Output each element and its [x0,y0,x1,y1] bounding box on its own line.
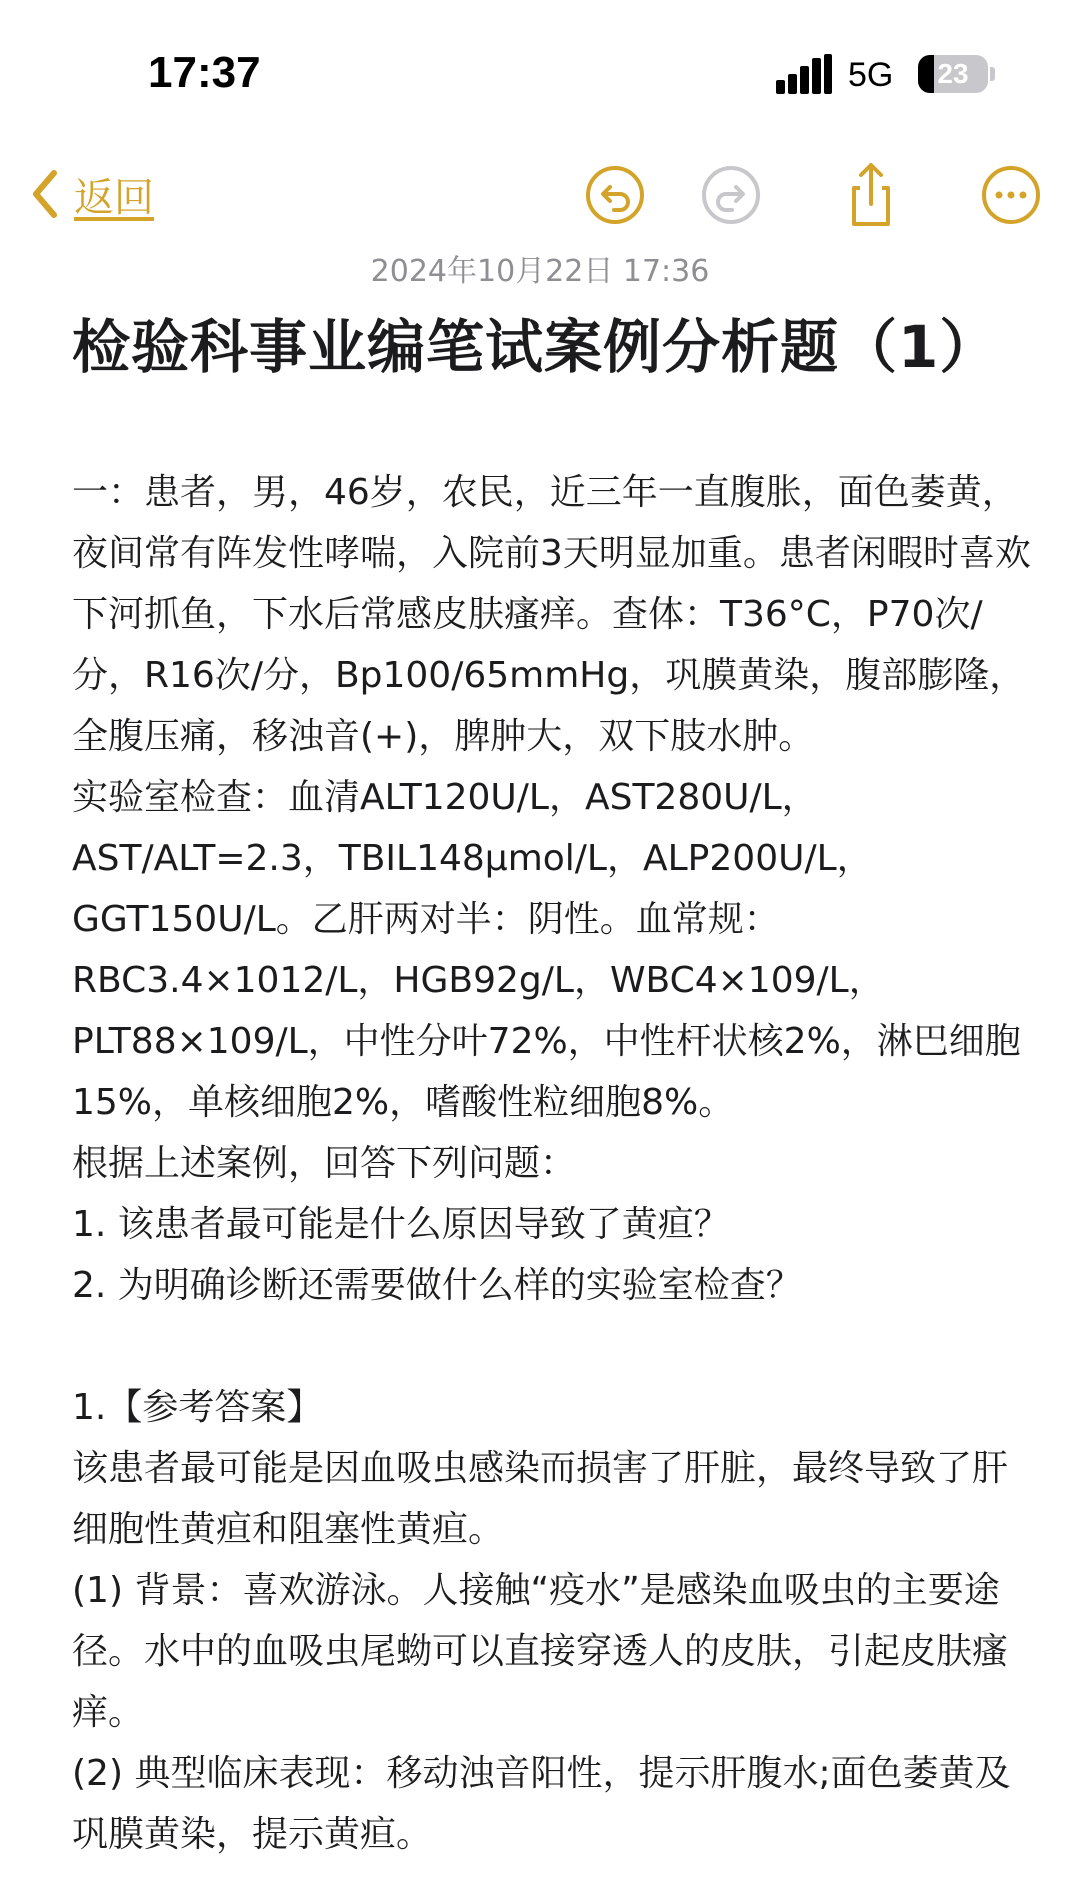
battery-icon [918,55,988,93]
note-paragraph: 1.【参考答案】 [72,1387,323,1428]
note-paragraph: 1. 该患者最可能是什么原因导致了黄疸？ [72,1204,730,1245]
battery-percent: 23 [937,58,969,89]
note-body[interactable] [72,462,1032,1865]
note-paragraph: 根据上述案例，回答下列问题： [72,1143,577,1184]
undo-icon [580,160,650,230]
battery-cap [990,67,995,81]
status-bar [0,0,1080,130]
note-paragraph: (1) 背景：喜欢游泳。人接触“疫水”是感染血吸虫的主要途径。水中的血吸虫尾蚴可以直接穿透人的皮肤，引起皮肤瘙痒。 [72,1570,1009,1733]
note-paragraph: (2) 典型临床表现：移动浊音阳性，提示肝腹水;面色萎黄及巩膜黄染，提示黄疸。 [72,1753,1011,1855]
share-button[interactable] [836,160,906,230]
note-paragraph: 2. 为明确诊断还需要做什么样的实验室检查？ [72,1265,802,1306]
more-icon [976,160,1046,230]
blank-line [72,1316,1032,1377]
network-type: 5G [848,56,894,94]
back-label: 返回 [74,174,154,221]
cellular-signal-icon [776,54,832,94]
more-button[interactable] [976,160,1046,230]
note-paragraph: 该患者最可能是因血吸虫感染而损害了肝脏，最终导致了肝细胞性黄疸和阻塞性黄疸。 [72,1448,1009,1550]
share-icon [836,160,906,230]
status-time: 17:37 [148,48,261,97]
note-paragraph: 实验室检查：血清ALT120U/L，AST280U/L，AST/ALT=2.3，TBIL148μmol/L，ALP200U/L，GGT150U/L。乙肝两对半：阴性。血常规：RBC3.4×1012/L，HGB92g/L，WBC4×109/L，PLT88×109/L，中性分叶72%，中性杆状核2%，淋巴细胞15%，单核细胞2%，嗜酸性粒细胞8%。 [72,777,1021,1123]
note-date: 2024年10月22日 17:36 [370,254,710,289]
note-toolbar [0,150,1080,240]
undo-button[interactable] [580,160,650,230]
redo-button[interactable] [696,160,766,230]
note-paragraph: 一：患者，男，46岁，农民，近三年一直腹胀，面色萎黄，夜间常有阵发性哮喘，入院前3天明显加重。患者闲暇时喜欢下河抓鱼，下水后常感皮肤瘙痒。查体：T36°C，P70次/分，R16次/分，Bp100/65mmHg，巩膜黄染，腹部膨隆，全腹压痛，移浊音(+)，脾肿大，双下肢水肿。 [72,472,1031,757]
note-title: 检验科事业编笔试案例分析题（1） [72,313,999,381]
redo-icon [696,160,766,230]
chevron-left-icon [30,169,60,219]
back-button[interactable] [30,164,154,224]
